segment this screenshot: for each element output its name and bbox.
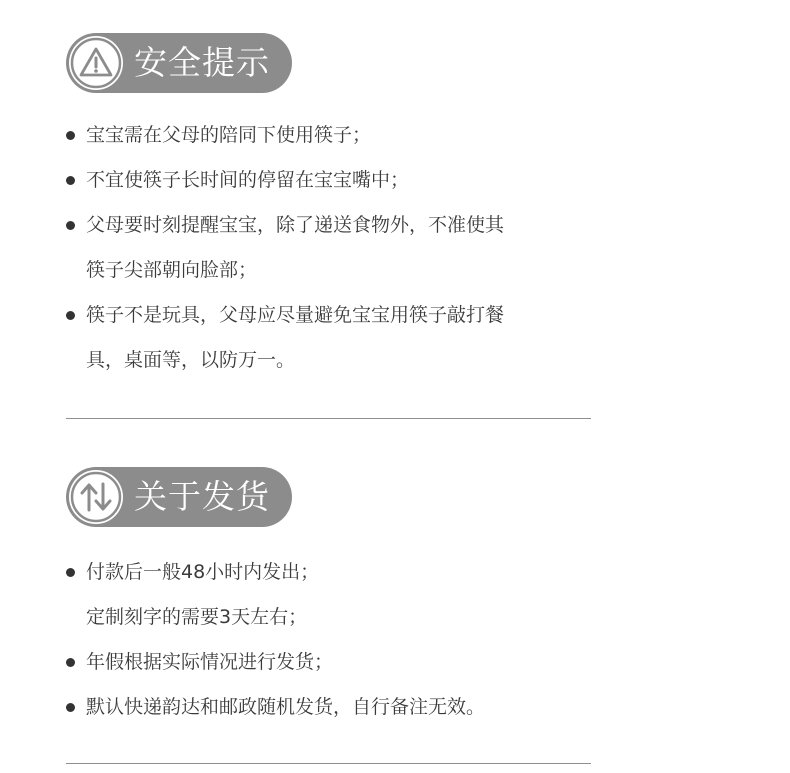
safety-title-badge <box>66 33 292 93</box>
shipping-title: 关于发货 <box>134 477 270 516</box>
section-divider-bottom <box>66 763 591 764</box>
bullet-dot <box>66 658 75 667</box>
warning-triangle-icon <box>69 36 123 90</box>
list-item-continuation <box>66 248 586 293</box>
list-item-text: 年假根据实际情况进行发货； <box>86 651 334 673</box>
list-item-text: 付款后一般48小时内发出； <box>86 561 320 583</box>
list-item-text: 宝宝需在父母的陪同下使用筷子； <box>86 124 372 146</box>
bullet-dot <box>66 568 75 577</box>
list-item-text: 父母要时刻提醒宝宝，除了递送食物外，不准使其 <box>86 214 505 236</box>
list-item <box>66 158 586 203</box>
bullet-dot <box>66 311 75 320</box>
list-item-text: 具，桌面等，以防万一。 <box>86 349 296 371</box>
warning-icon-circle <box>69 36 123 90</box>
list-item <box>66 550 586 595</box>
list-item <box>66 640 586 685</box>
list-item-text: 定制刻字的需要3天左右； <box>86 606 308 628</box>
section-divider <box>66 418 591 419</box>
list-item-continuation <box>66 338 586 383</box>
safety-list <box>66 113 586 383</box>
shipping-list <box>66 550 586 730</box>
swap-arrows-icon <box>69 470 123 524</box>
safety-title: 安全提示 <box>134 43 270 82</box>
list-item-text: 默认快递韵达和邮政随机发货，自行备注无效。 <box>86 696 486 718</box>
list-item-text: 筷子不是玩具，父母应尽量避免宝宝用筷子敲打餐 <box>86 304 505 326</box>
list-item <box>66 685 586 730</box>
list-item-text: 不宜使筷子长时间的停留在宝宝嘴中； <box>86 169 410 191</box>
shipping-icon-circle <box>69 470 123 524</box>
shipping-title-badge <box>66 467 292 527</box>
bullet-dot <box>66 131 75 140</box>
list-item <box>66 113 586 158</box>
bullet-dot <box>66 176 75 185</box>
bullet-dot <box>66 221 75 230</box>
list-item <box>66 595 586 640</box>
list-item-text: 筷子尖部朝向脸部； <box>86 259 258 281</box>
list-item <box>66 203 586 248</box>
list-item <box>66 293 586 338</box>
bullet-dot <box>66 703 75 712</box>
